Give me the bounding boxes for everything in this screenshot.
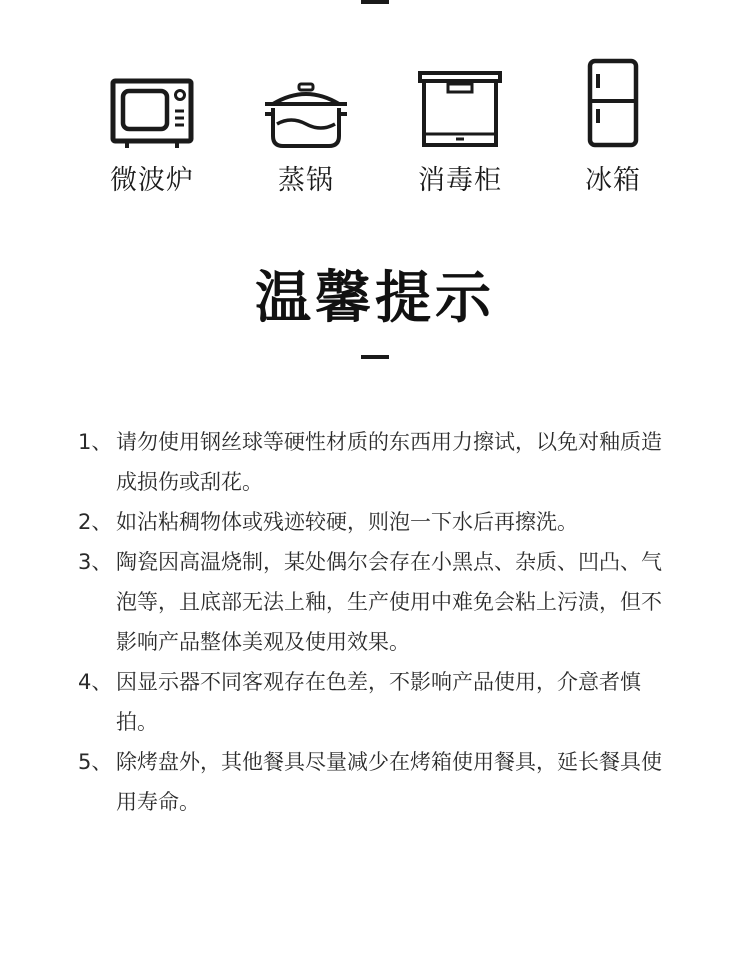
tip-text: 因显示器不同客观存在色差，不影响产品使用，介意者慎拍。 (116, 670, 641, 734)
appliance-sterilizer (385, 56, 535, 196)
refrigerator-icon (568, 56, 658, 151)
appliance-label: 蒸锅 (278, 165, 334, 196)
tip-text: 除烤盘外，其他餐具尽量减少在烤箱使用餐具，延长餐具使用寿命。 (116, 750, 662, 814)
microwave-icon (107, 56, 197, 151)
title-divider (361, 355, 389, 359)
tips-list (78, 422, 678, 822)
tip-item (78, 662, 678, 742)
tip-item (78, 742, 678, 822)
tip-number: 2、 (78, 510, 113, 534)
appliance-label: 消毒柜 (418, 165, 502, 196)
tip-text: 请勿使用钢丝球等硬性材质的东西用力擦试，以免对釉质造成损伤或刮花。 (116, 430, 662, 494)
tip-text: 陶瓷因高温烧制，某处偶尔会存在小黑点、杂质、凹凸、气泡等，且底部无法上釉，生产使用中难免会粘上污渍，但不影响产品整体美观及使用效果。 (116, 550, 662, 654)
appliance-label: 微波炉 (110, 165, 194, 196)
tip-number: 4、 (78, 670, 113, 694)
tip-number: 5、 (78, 750, 113, 774)
tip-number: 1、 (78, 430, 113, 454)
tip-text: 如沾粘稠物体或残迹较硬，则泡一下水后再擦洗。 (116, 510, 578, 534)
steamer-icon (261, 56, 351, 151)
appliance-steamer (231, 56, 381, 196)
appliance-refrigerator (538, 56, 688, 196)
tip-item (78, 502, 678, 542)
tip-item (78, 422, 678, 502)
appliance-label: 冰箱 (585, 165, 641, 196)
top-divider (361, 0, 389, 4)
section-title: 温馨提示 (255, 266, 495, 331)
tip-number: 3、 (78, 550, 113, 574)
appliance-microwave (77, 56, 227, 196)
appliance-list (0, 56, 750, 206)
dish-sterilizer-icon (415, 56, 505, 151)
tip-item (78, 542, 678, 662)
